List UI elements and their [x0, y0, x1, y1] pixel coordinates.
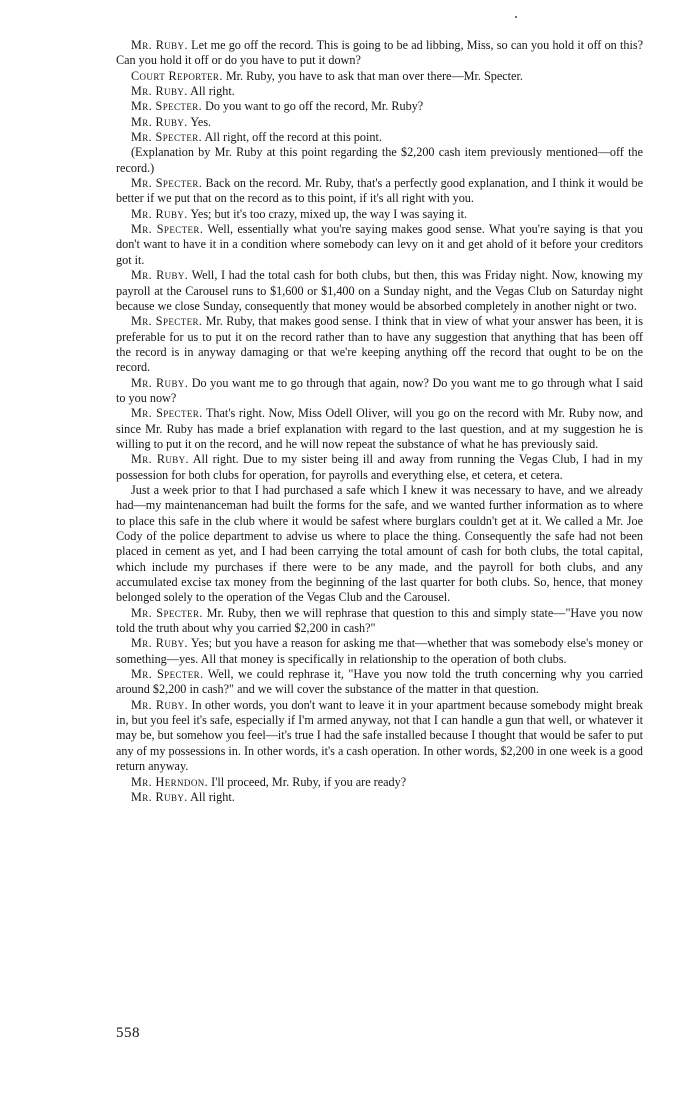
transcript-paragraph: [116, 115, 643, 130]
scan-speck: [515, 16, 517, 18]
transcript-paragraph: [116, 84, 643, 99]
transcript-paragraph: [116, 452, 643, 483]
speaker-name: Mr. Ruby.: [131, 789, 188, 804]
speaker-name: Mr. Herndon.: [131, 774, 209, 789]
paragraph-text: I'll proceed, Mr. Ruby, if you are ready?: [211, 774, 407, 789]
transcript-paragraph: [116, 38, 643, 69]
paragraph-text: All right. Due to my sister being ill and away from running the Vegas Club, I had in my possession for both clubs for operation, for payrolls and everything else, et cetera, et cetera.: [116, 452, 643, 482]
speaker-name: Mr. Specter.: [131, 130, 203, 145]
speaker-name: Mr. Ruby.: [131, 114, 188, 129]
speaker-name: Mr. Ruby.: [131, 636, 188, 651]
transcript-paragraph: [116, 176, 643, 207]
transcript-paragraph: [116, 69, 643, 84]
paragraph-text: Yes.: [190, 114, 212, 129]
paragraph-text: Yes; but you have a reason for asking me that—whether that was somebody else's money or something—yes. All that money is specifically in relationship to the operation of both clubs.: [116, 636, 643, 666]
paragraph-text: Mr. Ruby, then we will rephrase that question to this and simply state—"Have you now told the truth about why you carried $2,200 in cash?": [116, 605, 643, 636]
paragraph-text: All right.: [190, 789, 235, 804]
speaker-name: Mr. Ruby.: [131, 452, 190, 467]
speaker-name: Mr. Specter.: [131, 605, 203, 620]
paragraph-text: Yes; but it's too crazy, mixed up, the way I was saying it.: [190, 206, 468, 221]
transcript-paragraph: [116, 145, 643, 176]
transcript-body: [116, 38, 643, 805]
paragraph-text: Well, we could rephrase it, "Have you now told the truth concerning why you carried around $2,200 in cash?" and we will cover the substance of the matter in that question.: [116, 667, 643, 697]
paragraph-text: In other words, you don't want to leave it in your apartment because somebody might break in, but you feel it's safe, especially if I'm armed anyway, not that I can handle a gun that well, or whatever it may be, but somehow you feel—it's true I had the safe installed because I thought that would be safer to put any of my possessions in. In other words, it's a cash operation. In other words, $2,200 in one week is a good return anyway.: [116, 697, 644, 774]
transcript-paragraph: [116, 698, 643, 775]
speaker-name: Mr. Specter.: [131, 222, 204, 237]
speaker-name: Mr. Specter.: [131, 667, 204, 682]
transcript-paragraph: [116, 314, 643, 375]
paragraph-text: Do you want me to go through that again, now? Do you want me to go through what I said to you now?: [116, 375, 643, 405]
paragraph-text: Back on the record. Mr. Ruby, that's a perfectly good explanation, and I think it would be better if we put that on the record as to this point, if it's all right with you.: [116, 176, 644, 206]
transcript-paragraph: [116, 376, 643, 407]
paragraph-text: Mr. Ruby, you have to ask that man over there—Mr. Specter.: [225, 68, 523, 83]
speaker-name: Mr. Ruby.: [131, 84, 188, 99]
speaker-name: Court Reporter.: [131, 68, 223, 83]
paragraph-text: Do you want to go off the record, Mr. Ruby?: [205, 99, 424, 114]
transcript-paragraph: [116, 222, 643, 268]
transcript-paragraph: [116, 636, 643, 667]
speaker-name: Mr. Specter.: [131, 314, 203, 329]
transcript-paragraph: [116, 606, 643, 637]
paragraph-text: All right.: [190, 84, 235, 99]
paragraph-text: Let me go off the record. This is going to be ad libbing, Miss, so can you hold it off on this? Can you hold it off or do you have to put it down?: [116, 38, 643, 68]
paragraph-text: Mr. Ruby, that makes good sense. I think that in view of what your answer has been, it is preferable for us to put it on the record rather than to have any suggestion that anything that has been off the record is in anyway damaging or that we're keeping anything off the record that ought to be on the record.: [116, 314, 644, 375]
speaker-name: Mr. Specter.: [131, 406, 203, 421]
paragraph-text: All right, off the record at this point.: [204, 130, 382, 145]
paragraph-text: That's right. Now, Miss Odell Oliver, will you go on the record with Mr. Ruby now, and since Mr. Ruby has made a brief explanation with regard to the last question, and at my suggestion he is willing to put it on the record, and he will now repeat the substance of what he has previously said.: [116, 406, 643, 451]
paragraph-text: (Explanation by Mr. Ruby at this point regarding the $2,200 cash item previously mentioned—off the record.): [116, 145, 643, 175]
speaker-name: Mr. Ruby.: [131, 375, 189, 390]
paragraph-text: Well, essentially what you're saying makes good sense. What you're saying is that you don't want to have it in a condition where somebody can levy on it and get ahold of it before your creditors got it.: [116, 222, 644, 267]
transcript-paragraph: [116, 207, 643, 222]
transcript-paragraph: [116, 790, 643, 805]
speaker-name: Mr. Ruby.: [131, 206, 188, 221]
paragraph-text: Well, I had the total cash for both clubs, but then, this was Friday night. Now, knowing my payroll at the Carousel runs to $1,600 or $1,400 on a Sunday night, and the Vegas Club on Saturday night because we close Sunday, consequently that money would be absorbed completely in another night or two.: [116, 268, 643, 313]
transcript-paragraph: [116, 775, 643, 790]
paragraph-text: Just a week prior to that I had purchased a safe which I knew it was necessary to have, and we already had—my maintenanceman had built the forms for the safe, and we wanted further information as to where to place this safe in the club where it would be safest where burglars couldn't get at it. We called a Mr. Joe Cody of the police department to advise us where to place the thing. Consequently the safe had not been placed in cement as yet, and I had been carrying the total amount of cash for both clubs, the total capital, which include my purchases if there were to be any made, and the payroll for both clubs, and any accumulated excise tax money from the beginning of the last quarter for both clubs. So, hence, that money belonged solely to the operation of the Vegas Club and the Carousel.: [116, 482, 643, 605]
speaker-name: Mr. Ruby.: [131, 268, 189, 283]
transcript-paragraph: [116, 99, 643, 114]
transcript-paragraph: [116, 130, 643, 145]
page-number: 558: [116, 1025, 140, 1041]
speaker-name: Mr. Specter.: [131, 176, 203, 191]
transcript-paragraph: [116, 406, 643, 452]
speaker-name: Mr. Ruby.: [131, 697, 189, 712]
transcript-paragraph: [116, 268, 643, 314]
transcript-paragraph: [116, 667, 643, 698]
speaker-name: Mr. Ruby.: [131, 38, 188, 52]
speaker-name: Mr. Specter.: [131, 99, 203, 114]
transcript-paragraph: [116, 483, 643, 606]
